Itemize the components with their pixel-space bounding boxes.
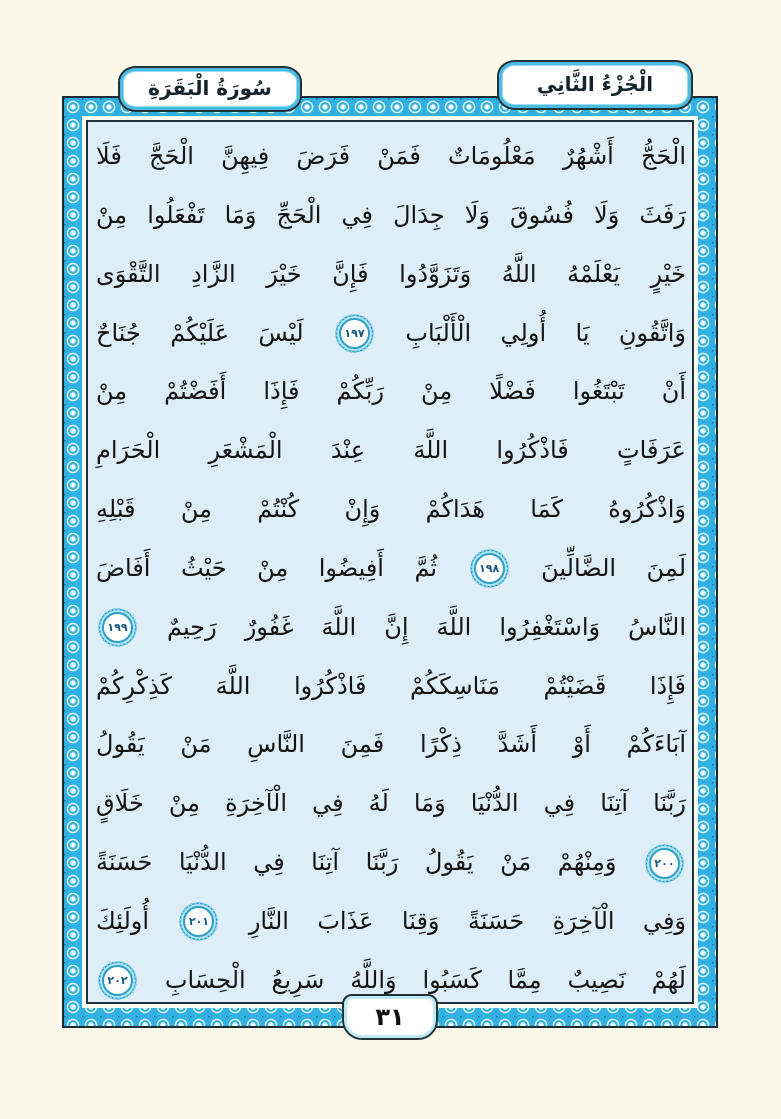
verse-end-marker: ٢٠٠	[649, 848, 680, 879]
quran-line	[96, 718, 686, 770]
page-number-tab	[342, 994, 438, 1040]
quran-line-text: رَبَّنَا آتِنَا فِي الدُّنْيَا وَمَا لَهُ فِي الْآخِرَةِ مِنْ خَلَاقٍ	[96, 789, 686, 818]
quran-line-text: وَمِنْهُمْ مَنْ يَقُولُ رَبَّنَا آتِنَا فِي الدُّنْيَا حَسَنَةً	[96, 848, 617, 877]
quran-line-text: أُولَئِكَ	[96, 906, 150, 935]
quran-line	[96, 307, 686, 359]
quran-line-text: أَنْ تَبْتَغُوا فَضْلًا مِنْ رَبِّكُمْ فَإِذَا أَفَضْتُمْ مِنْ	[96, 377, 686, 406]
quran-line	[96, 189, 686, 241]
surah-title: سُورَةُ الْبَقَرَةِ	[148, 76, 272, 100]
quran-line-text: لَهُمْ نَصِيبٌ مِمَّا كَسَبُوا وَاللَّهُ سَرِيعُ الْحِسَابِ	[164, 965, 686, 994]
quran-line-text: رَفَثَ وَلَا فُسُوقَ وَلَا جِدَالَ فِي الْحَجِّ وَمَا تَفْعَلُوا مِنْ	[96, 200, 686, 229]
quran-line-text: فَإِذَا قَضَيْتُمْ مَنَاسِكَكُمْ فَاذْكُرُوا اللَّهَ كَذِكْرِكُمْ	[96, 671, 686, 700]
quran-line	[96, 660, 686, 712]
quran-line-text: وَاتَّقُونِ يَا أُولِي الْأَلْبَابِ	[405, 318, 687, 347]
quran-line-text: وَاذْكُرُوهُ كَمَا هَدَاكُمْ وَإِنْ كُنْتُمْ مِنْ قَبْلِهِ	[96, 495, 686, 524]
verse-end-marker: ١٩٧	[339, 318, 370, 349]
juz-title-cartouche	[497, 60, 693, 110]
quran-line	[96, 601, 686, 653]
quran-line-text: لَمِنَ الضَّالِّينَ	[541, 553, 687, 582]
quran-line	[96, 130, 686, 182]
quran-line-text: خَيْرٍ يَعْلَمْهُ اللَّهُ وَتَزَوَّدُوا فَإِنَّ خَيْرَ الزَّادِ التَّقْوَى	[96, 259, 686, 288]
quran-line	[96, 777, 686, 829]
juz-title: الْجُزْءُ الثَّانِي	[536, 72, 654, 96]
verse-end-marker: ١٩٩	[102, 612, 133, 643]
quran-line	[96, 483, 686, 535]
quran-text	[96, 130, 686, 1006]
verse-end-marker: ٢٠١	[183, 906, 214, 937]
page-number: ٣١	[375, 1003, 405, 1031]
quran-line	[96, 542, 686, 594]
quran-line	[96, 248, 686, 300]
quran-line	[96, 836, 686, 888]
quran-line-text: آبَاءَكُمْ أَوْ أَشَدَّ ذِكْرًا فَمِنَ النَّاسِ مَنْ يَقُولُ	[96, 730, 686, 759]
quran-line-text: وَفِي الْآخِرَةِ حَسَنَةً وَقِنَا عَذَابَ النَّارِ	[248, 906, 687, 935]
quran-line	[96, 424, 686, 476]
quran-line-text: عَرَفَاتٍ فَاذْكُرُوا اللَّهَ عِنْدَ الْمَشْعَرِ الْحَرَامِ	[96, 436, 686, 465]
quran-line-text: النَّاسُ وَاسْتَغْفِرُوا اللَّهَ إِنَّ اللَّهَ غَفُورٌ رَحِيمٌ	[167, 612, 686, 641]
verse-end-marker: ٢٠٢	[102, 965, 133, 996]
surah-title-cartouche	[118, 66, 302, 112]
quran-line-text: الْحَجُّ أَشْهُرٌ مَعْلُومَاتٌ فَمَنْ فَرَضَ فِيهِنَّ الْحَجَّ فَلَا	[96, 142, 686, 170]
quran-line-text: ثُمَّ أَفِيضُوا مِنْ حَيْثُ أَفَاضَ	[96, 553, 438, 582]
quran-line	[96, 365, 686, 417]
quran-line-text: لَيْسَ عَلَيْكُمْ جُنَاحٌ	[96, 318, 304, 347]
verse-end-marker: ١٩٨	[474, 553, 505, 584]
quran-line	[96, 895, 686, 947]
